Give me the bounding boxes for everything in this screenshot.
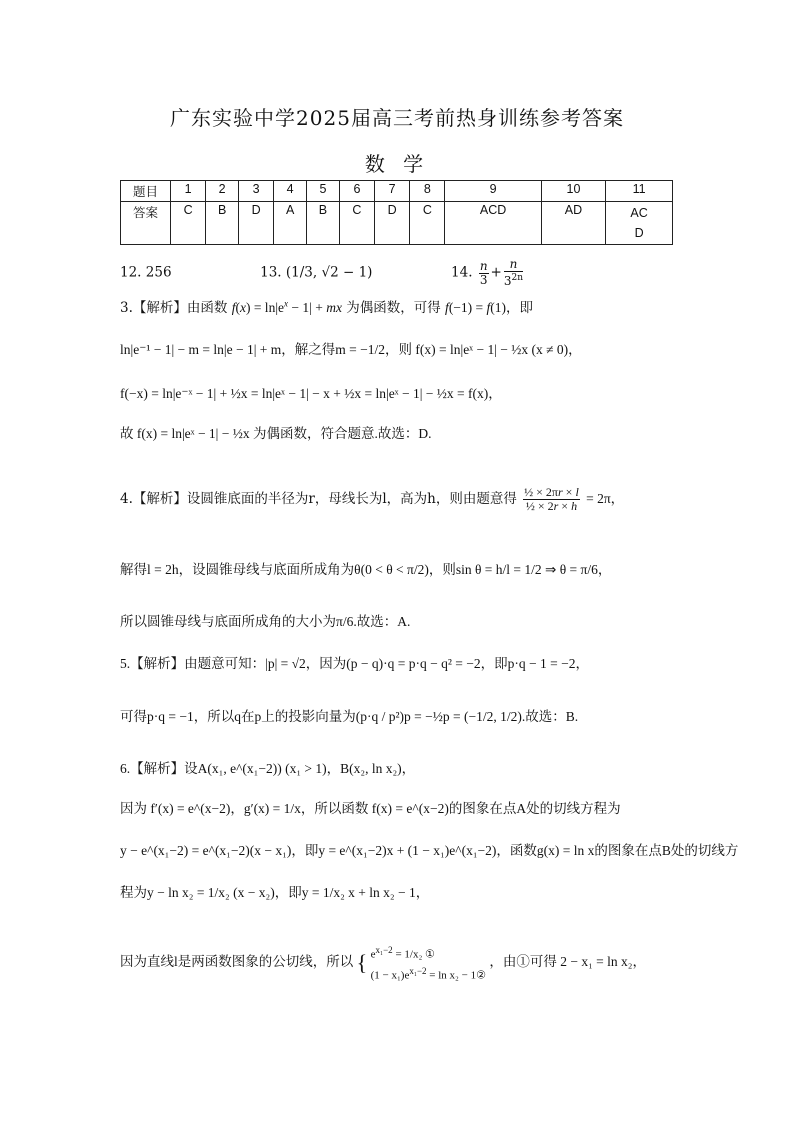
table-cell-answer: D — [375, 202, 410, 245]
table-row-numbers — [121, 181, 673, 202]
answer-table — [120, 180, 673, 245]
table-cell-answer: B — [206, 202, 239, 245]
table-cell-answer: B — [307, 202, 340, 245]
table-header-answer: 答案 — [121, 202, 171, 245]
q5-line-1: 5.【解析】由题意可知：|p| = √2，因为(p − q)·q = p·q − q² = −2，即p·q − 1 = −2， — [120, 656, 589, 671]
table-cell-number: 5 — [307, 181, 340, 202]
q3-text-c: ，即 — [506, 300, 534, 316]
table-cell-answer: AD — [541, 202, 606, 245]
q13-answer: (1/3, √2 − 1) — [285, 264, 373, 281]
table-cell-number: 7 — [375, 181, 410, 202]
q14-answer-frac1: $\frac{n}{3}$ — [479, 258, 488, 287]
q3-line-1: 3.【解析】由函数 $f(x) = \ln|e^x - 1|$ + mx 为偶函数，可得 f(−1) = f(1)，即 — [120, 298, 534, 316]
table-cell-number: 2 — [206, 181, 239, 202]
subject-heading: 数 学 — [364, 152, 430, 176]
table-cell-number: 4 — [274, 181, 307, 202]
q4-ratio-fraction: $\frac{\text{½ × 2πr × l}}{\text{½ × 2r × h}}$ — [524, 485, 579, 513]
q3-line-2: ln|e⁻¹ − 1| − m = ln|e − 1| + m，解之得m = −1/2，则 f(x) = ln|eˣ − 1| − ½x (x ≠ 0)， — [120, 342, 582, 357]
q6-line-1: 6.【解析】设A(x₁, e^(x₁−2)) (x₁ > 1)，B(x₂, ln x₂)， — [120, 761, 416, 776]
q6-text-a: 因为直线l是两函数图象的公切线，所以 — [120, 953, 354, 969]
q3-intro: 3.【解析】由函数 — [120, 300, 228, 316]
table-cell-number: 9 — [445, 181, 541, 202]
q4-line-3: 所以圆锥母线与底面所成角的大小为π/6.故选：A. — [120, 614, 411, 629]
table-cell-number: 10 — [541, 181, 606, 202]
table-cell-answer — [606, 202, 673, 245]
table-cell-answer: C — [339, 202, 374, 245]
table-cell-answer: ACD — [445, 202, 541, 245]
table-cell-answer: C — [171, 202, 206, 245]
q6-line-2: 因为 f′(x) = e^(x−2)，g′(x) = 1/x，所以函数 f(x) = e^(x−2)的图象在点A处的切线方程为 — [120, 801, 621, 816]
q14-label: 14. — [451, 264, 473, 281]
q6-text-b: ，由①可得 2 − x₁ = ln x₂， — [489, 953, 646, 969]
table-cell-number: 11 — [606, 181, 673, 202]
table-row-answers — [121, 202, 673, 245]
fill-blank-row: 12. 256 13. (1/3, √2 − 1) 14. $\frac{n}{3}$ + $\frac{n}{3^{2n}}$ — [120, 257, 524, 288]
page-title: 广东实验中学2025届高三考前热身训练参考答案 — [170, 106, 624, 130]
q4-line-2: 解得l = 2h，设圆锥母线与底面所成角为θ(0 < θ < π/2)，则sin θ = h/l = 1/2 ⇒ θ = π/6， — [120, 562, 612, 577]
q6-line-3: y − e^(x₁−2) = e^(x₁−2)(x − x₁)，即y = e^(x₁−2)x + (1 − x₁)e^(x₁−2)，函数g(x) = ln x的图象在点B处的切线方 — [120, 843, 739, 858]
q12-answer: 12. 256 — [120, 264, 172, 281]
q14-answer-frac2: $\frac{n}{3^{2n}}$ — [503, 257, 524, 288]
q6-line-4: 程为y − ln x₂ = 1/x₂ (x − x₂)，即y = 1/x₂ x + ln x₂ − 1， — [120, 885, 430, 900]
table-cell-number: 1 — [171, 181, 206, 202]
q6-line-5: 因为直线l是两函数图象的公切线，所以 { $e^{x_1-2} = 1/x_2$ ① $(1 - x_1)e^{x_1-2} = \ln x_2$ − 1② ，由①可得 2 − x₁ = ln x₂， — [120, 942, 646, 983]
q6-system-of-equations: $e^{x_1-2} = 1/x_2$ ① $(1 - x_1)e^{x_1-2} = \ln x_2$ − 1② — [370, 945, 486, 982]
table-cell-answer: C — [410, 202, 445, 245]
q3-line-4: 故 f(x) = ln|eˣ − 1| − ½x 为偶函数，符合题意.故选：D. — [120, 426, 432, 441]
table-cell-number: 6 — [339, 181, 374, 202]
q5-line-2: 可得p·q = −1，所以q在p上的投影向量为(p·q / p²)p = −½p = (−1/2, 1/2).故选：B. — [120, 709, 579, 724]
q3-text-b: 为偶函数，可得 — [346, 300, 441, 316]
table-cell-number: 8 — [410, 181, 445, 202]
q4-line-1: 4.【解析】设圆锥底面的半径为r，母线长为l，高为h，则由题意得 $\frac{\text{½ × 2πr × l}}{\text{½ × 2r × h}}$ = 2π， — [120, 485, 625, 513]
table-header-question: 题目 — [121, 181, 171, 202]
q3-line-3: f(−x) = ln|e⁻ˣ − 1| + ½x = ln|eˣ − 1| − x + ½x = ln|eˣ − 1| − ½x = f(x)， — [120, 386, 502, 401]
table-cell-number: 3 — [239, 181, 274, 202]
table-cell-answer: A — [274, 202, 307, 245]
table-cell-answer: D — [239, 202, 274, 245]
q13-label: 13. — [260, 264, 282, 281]
wrapped-answer: ACD — [630, 206, 648, 240]
q4-intro: 4.【解析】设圆锥底面的半径为r，母线长为l，高为h，则由题意得 — [120, 491, 517, 507]
